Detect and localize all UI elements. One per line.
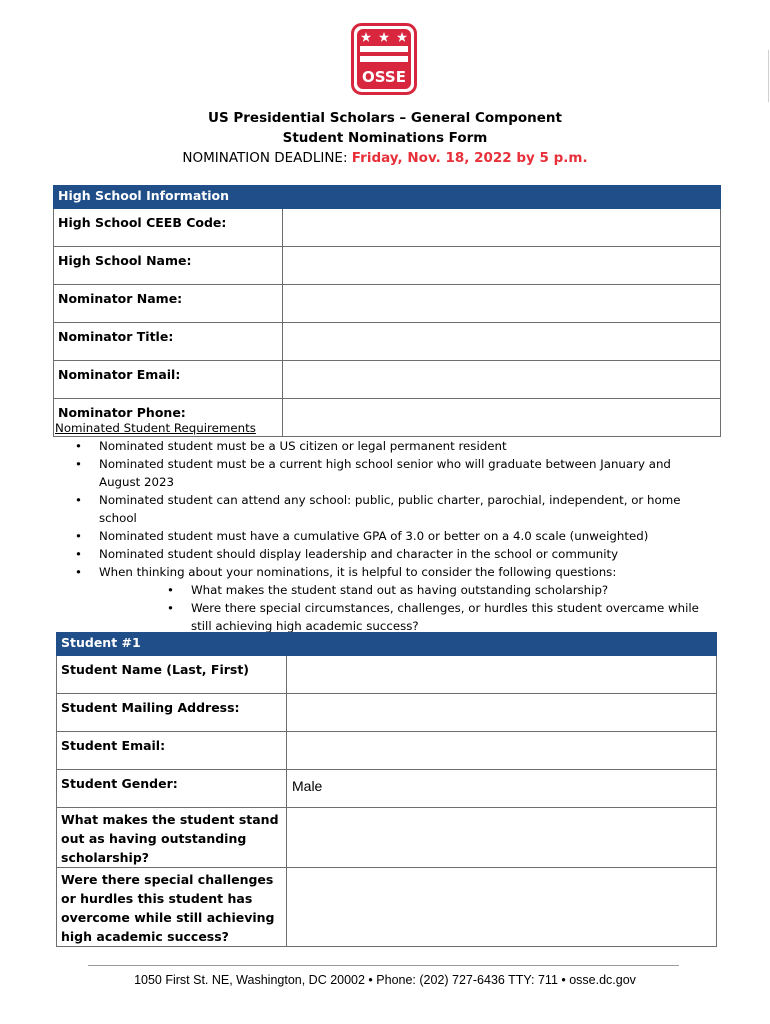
form-row	[54, 209, 721, 247]
student-section-header: Student #1	[57, 633, 717, 656]
form-row	[57, 732, 717, 770]
bullet-icon: •	[75, 439, 82, 453]
bullet-icon: •	[75, 457, 82, 471]
requirement-text: Nominated student must have a cumulative GPA of 3.0 or better on a 4.0 scale (unweighted)	[99, 529, 649, 543]
questions-sublist	[55, 581, 715, 635]
bullet-icon: •	[75, 529, 82, 543]
student-email-field[interactable]	[287, 732, 717, 770]
requirement-text: Nominated student must be a current high school senior who will graduate between January and August 2023	[99, 457, 671, 489]
osse-logo-text: OSSE	[362, 68, 406, 86]
form-row	[57, 868, 717, 947]
list-item	[55, 527, 715, 545]
deadline-label: NOMINATION DEADLINE:	[182, 150, 352, 166]
field-label: Student Gender:	[57, 770, 287, 808]
requirement-text: Nominated student should display leadership and character in the school or community	[99, 547, 619, 561]
form-row	[54, 247, 721, 285]
list-item	[55, 545, 715, 563]
challenges-answer-field[interactable]	[287, 868, 717, 947]
form-title-line2: Student Nominations Form	[282, 130, 488, 146]
requirements-title: Nominated Student Requirements	[55, 421, 256, 435]
field-label: High School CEEB Code:	[54, 209, 283, 247]
question-text: What makes the student stand out as having outstanding scholarship?	[191, 583, 609, 597]
bullet-icon: •	[75, 547, 82, 561]
deadline-line	[0, 148, 770, 168]
field-label: Student Name (Last, First)	[57, 656, 287, 694]
high-school-info-table	[53, 185, 721, 437]
student-address-field[interactable]	[287, 694, 717, 732]
field-label: Nominator Name:	[54, 285, 283, 323]
requirement-text: When thinking about your nominations, it is helpful to consider the following questions:	[99, 565, 617, 579]
bullet-icon: •	[167, 583, 174, 597]
form-row	[57, 694, 717, 732]
field-label: Nominator Title:	[54, 323, 283, 361]
school-name-field[interactable]	[283, 247, 721, 285]
page-edge-mark	[768, 50, 769, 102]
student-gender-field[interactable]	[287, 770, 717, 808]
list-item	[55, 491, 715, 527]
form-heading	[0, 108, 770, 168]
nominator-email-field[interactable]	[283, 361, 721, 399]
form-row	[57, 770, 717, 808]
nominator-name-field[interactable]	[283, 285, 721, 323]
form-row	[54, 361, 721, 399]
requirements-list	[55, 437, 715, 581]
ceeb-code-field[interactable]	[283, 209, 721, 247]
field-label: Were there special challenges or hurdles this student has overcome while still achieving high academic success?	[57, 868, 287, 947]
student-name-field[interactable]	[287, 656, 717, 694]
form-title-line1: US Presidential Scholars – General Component	[207, 110, 562, 126]
bullet-icon: •	[75, 565, 82, 579]
field-label: Student Email:	[57, 732, 287, 770]
high-school-section-header: High School Information	[54, 186, 721, 209]
form-row	[57, 808, 717, 868]
scholarship-answer-field[interactable]	[287, 808, 717, 868]
nominator-title-field[interactable]	[283, 323, 721, 361]
list-item	[55, 437, 715, 455]
student-gender-value: Male	[292, 778, 323, 794]
field-label: Nominator Phone:	[54, 399, 283, 437]
form-row	[54, 323, 721, 361]
field-label: What makes the student stand out as having outstanding scholarship?	[57, 808, 287, 868]
footer-contact: 1050 First St. NE, Washington, DC 20002 • Phone: (202) 727-6436 TTY: 711 • osse.dc.gov	[134, 973, 636, 987]
student-info-table	[56, 632, 717, 947]
form-row	[57, 656, 717, 694]
question-text: Were there special circumstances, challenges, or hurdles this student overcame while still achieving high academic success?	[191, 601, 699, 633]
requirement-text: Nominated student can attend any school: public, public charter, parochial, independent, or home school	[99, 493, 681, 525]
field-label: Student Mailing Address:	[57, 694, 287, 732]
osse-logo	[351, 23, 417, 95]
requirements-section	[55, 419, 715, 635]
bullet-icon: •	[75, 493, 82, 507]
list-item	[55, 581, 715, 599]
list-item	[55, 563, 715, 581]
form-row	[54, 285, 721, 323]
footer-divider	[88, 965, 679, 966]
bullet-icon: •	[167, 601, 174, 615]
field-label: Nominator Email:	[54, 361, 283, 399]
requirement-text: Nominated student must be a US citizen or legal permanent resident	[99, 439, 507, 453]
field-label: High School Name:	[54, 247, 283, 285]
deadline-date: Friday, Nov. 18, 2022 by 5 p.m.	[351, 150, 588, 166]
list-item	[55, 455, 715, 491]
list-item	[55, 599, 715, 635]
